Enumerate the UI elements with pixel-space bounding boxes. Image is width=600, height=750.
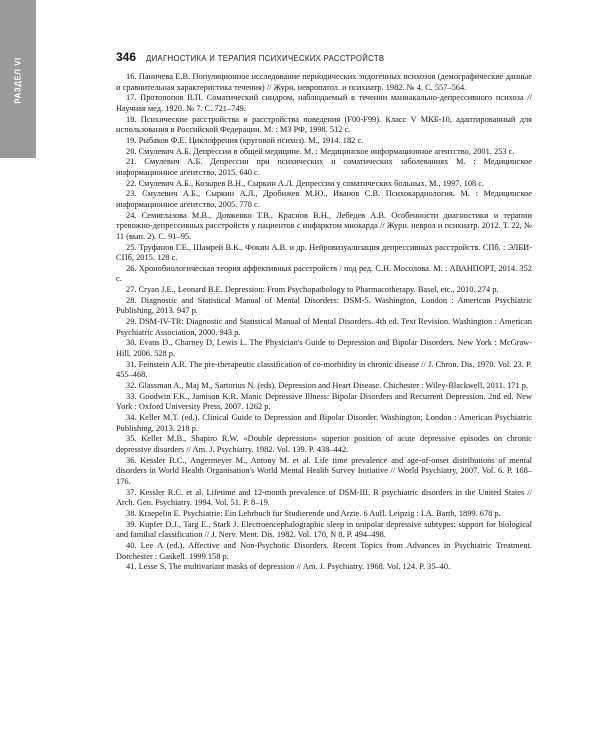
reference-item: 30. Evans D., Charney D, Lewis L. The Physician's Guide to Depression and Bipolar Disorders. New York : McGraw-Hill, 2006. 528 p. (116, 338, 532, 359)
reference-item: 19. Рыбаков Ф.Е. Циклофрения (круговой психоз). М., 1914. 182 с. (126, 135, 364, 145)
reference-item: 32. Glassman A., Maj M., Sartorius N. (eds). Depression and Heart Disease. Chichester : Wiley-Blackwell, 2011. 171 p. (126, 381, 529, 391)
reference-item: 40. Lee A (ed.). Affective and Non-Psychotic Disorders. Recent Topics from Advances in Psychiatric Treatment. Dorchester : Gaskell. 1999.158 p. (116, 540, 532, 561)
reference-item: 24. Семиглазова М.В., Довженко Т.В., Краснов В.Н., Лебедев А.В. Особенности диагностики и терапии тревожно-депрессивных расстройств у пациентов с инфарктом миокарда // Журн. неврол и психиатр. 2012. Т. 22, № 11 (вып. 2). С. 91–95. (116, 210, 532, 241)
side-tab-label-box (0, 40, 36, 120)
reference-item: 25. Труфанов Г.Е., Шамрей В.К., Фокин А.В. и др. Нейровизуализация депрессивных расстройств. СПб. : ЭЛБИ-СПб, 2015. 128 с. (116, 242, 532, 263)
section-label: РАЗДЕЛ VI (13, 56, 23, 104)
reference-item: 33. Goodwin F.K., Jamison K.R. Manic Depressive Illness: Bipolar Disorders and Recurrent Depression. 2nd ed. New York : Oxford University Press, 2007. 1262 p. (116, 391, 532, 412)
reference-item: 20. Смулевич А.Б. Депрессии в общей медицине. М. : Медицинское информационное агентство, 2001. 253 с. (126, 146, 515, 156)
reference-item: 21. Смулевич А.Б. Депрессии при психических и соматических заболеваниях М. : Медицинское информационное агентство, 2015. 640 с. (116, 157, 532, 177)
reference-item: 23. Смулевич А.Б., Сыркин А.Л., Дробижев М.Ю., Иванов С.В. Психокардиология. М. : Медицинское информационное агентство, 2005. 778 с. (116, 189, 532, 209)
reference-item: 16. Паничева Е.В. Популяционное исследование периодических эндогенных психозов (демографические данные и сравнительная характеристика течения) // Журн. невропатол. и психиатр. 1982. № 4. С. 557–564. (116, 72, 532, 92)
page-header (116, 50, 530, 64)
reference-list (116, 72, 532, 573)
page-number: 346 (116, 50, 137, 64)
reference-item: 35. Keller M.B., Shapiro R.W. «Double depression» superior position of acute depressive episodes on chronic depressive disorders // Am. J. Psychiatry. 1982. Vol. 139. P. 438–442. (116, 434, 532, 454)
reference-item: 27. Cryan J.E., Leonard B.E. Depression: From Psychopathology to Pharmacotherapy. Basel, etc., 2010. 274 p. (126, 285, 499, 295)
reference-item: 26. Хронобиологическая теория аффективных расстройств / под ред. С.Н. Мосолова. М. : АВАНПОРТ, 2014. 352 с. (116, 263, 532, 284)
reference-item: 37. Kessler R.C. et al. Lifetime and 12-month prevalence of DSM-III. R psychiatric disorders in the United States // Arch. Gen. Psychiatry. 1994. Vol. 51. P. 8–19. (116, 487, 532, 508)
reference-item: 36. Kessler R.C., Angermeyer M., Antony M. et al. Life time prevalence and age-of-onset distributions of mental disorders in World Health Organisation's World Mental Health Survey Initiative // World Psychiatry, 2007. Vol. 6. P. 168–176. (116, 455, 532, 486)
reference-item: 28. Diagnostic and Statistical Manual of Mental Disorders: DSM-5. Washington, London : American Psychiatric Publishing, 2013. 947 p. (116, 295, 532, 316)
reference-item: 41. Lesse S. The multivariant masks of depression // Am. J. Psychiatry. 1968. Vol. 124. P. 35–40. (126, 562, 451, 572)
running-title: ДИАГНОСТИКА И ТЕРАПИЯ ПСИХИЧЕСКИХ РАССТРОЙСТВ (146, 54, 385, 63)
reference-item: 34. Keller M.T. (ed.). Clinical Guide to Depression and Bipolar Disorder. Washington; London : American Psychiatric Publishing, 2013. 218 p. (116, 413, 532, 433)
reference-item: 39. Kupfer D.J., Targ E., Stark J. Electroencephalographic sleep in unipolar depressive subtypes: support for biological and familial classification // J. Nerv. Ment. Dis. 1982. Vol. 170, N 8. P. 494–498. (116, 519, 532, 540)
reference-item: 18. Психические расстройства и расстройства поведения (F00-F99). Класс V МКБ-10, адаптированный для использования в Российской Федерации. М. : МЗ РФ, 1998. 512 с. (116, 114, 532, 135)
reference-item: 38. Kraepelin E. Psychiatrie: Ein Lehrbuch fur Studierende und Arzte. 6 Aufl. Leipzig : I.A. Barth, 1899. 678 p. (126, 508, 501, 518)
reference-item: 29. DSM-IV-TR: Diagnostic and Statistical Manual of Mental Disorders. 4th ed. Text Revision. Washington : American Psychiatric Association, 2000. 943 p. (116, 317, 532, 337)
reference-item: 17. Протопопов В.П. Соматический синдром, наблюдаемый в течении маниакально-депрессивного психоза // Научная мед. 1920. № 7. С. 721–749. (116, 93, 532, 113)
reference-item: 31. Feinstein A.R. The pre-therapeutic classification of co-morbidity in chronic disease // J. Chron. Dis. 1970. Vol. 23. P. 455–468. (116, 359, 532, 380)
section-side-tab (0, 0, 36, 158)
reference-item: 22. Смулевич А.Б., Козырев В.Н., Сыркин А.Л. Депрессии у соматических больных. М., 1997. 108 с. (126, 178, 485, 188)
